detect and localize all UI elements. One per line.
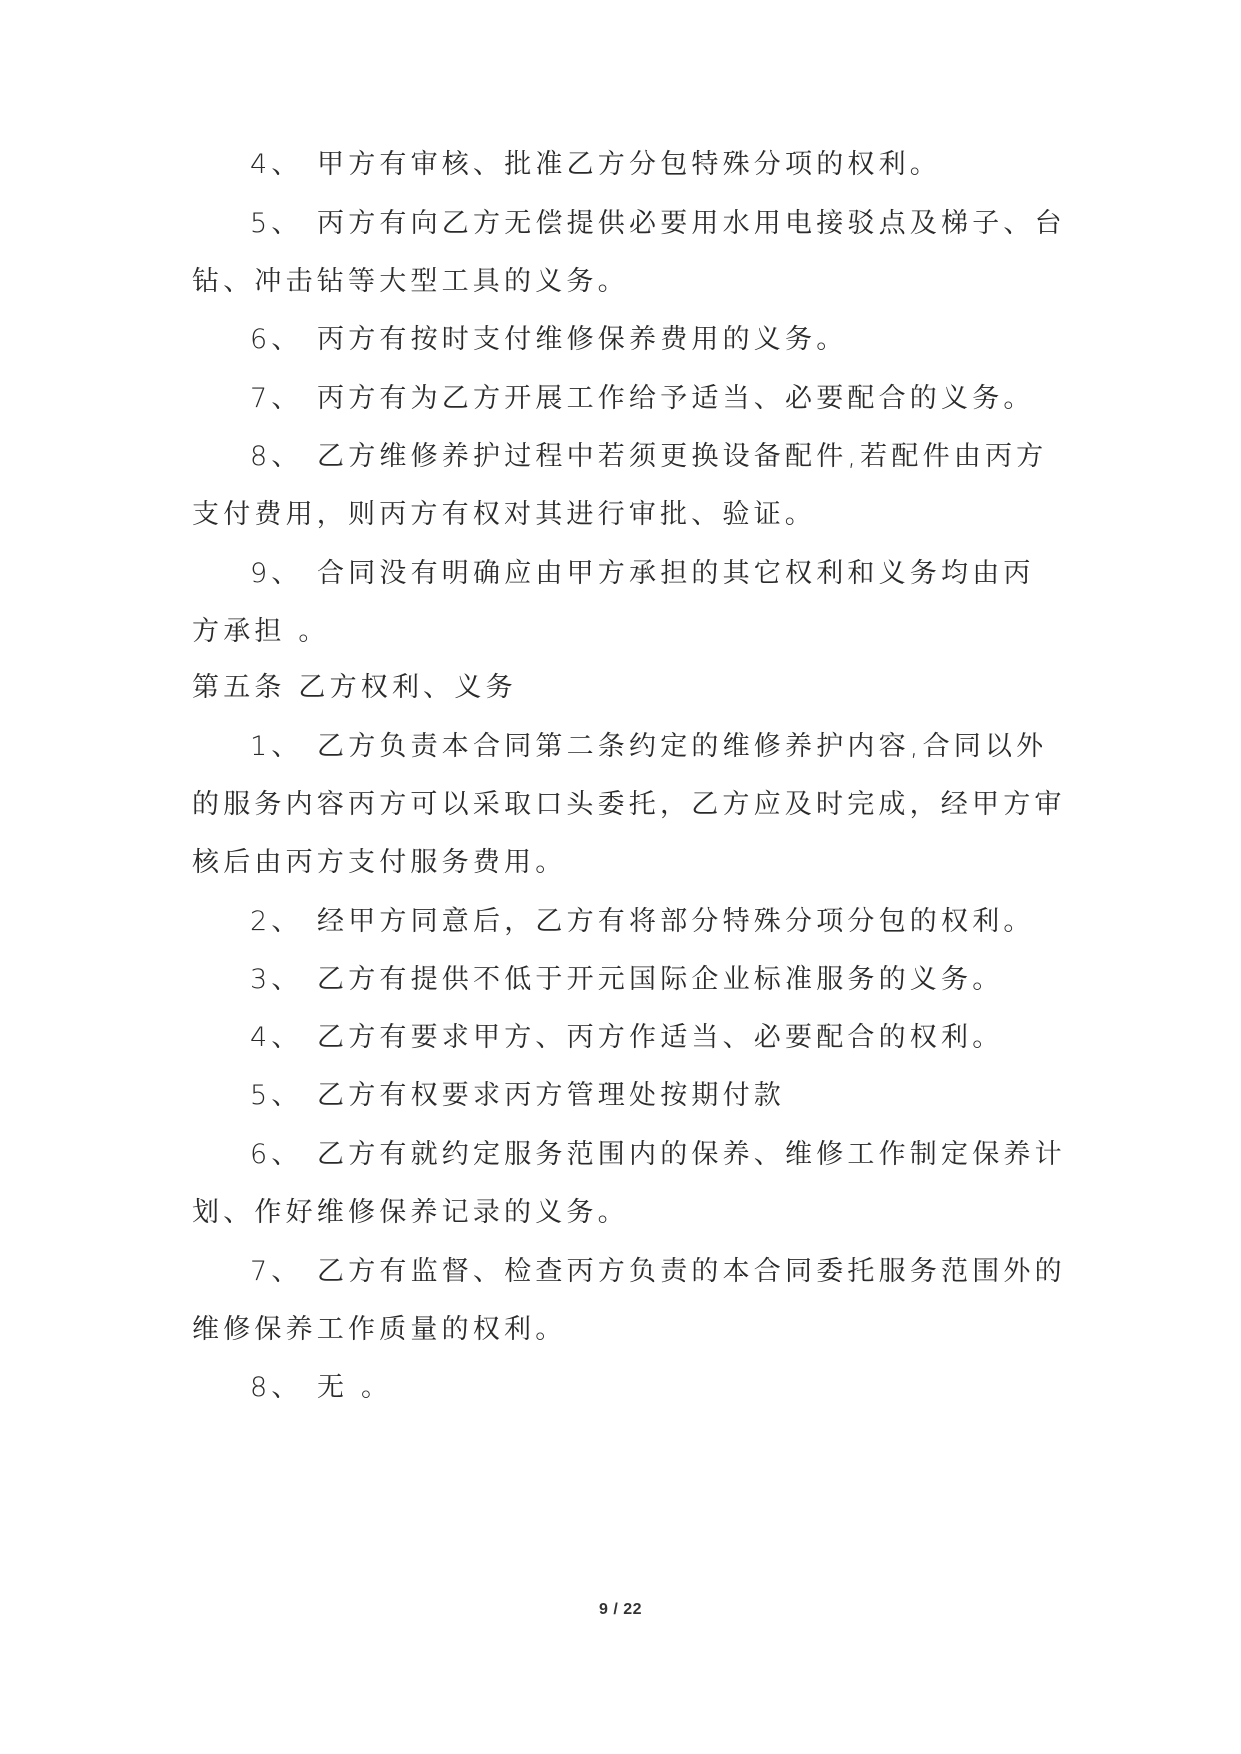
paragraph-line [192,612,1052,652]
item-number: 4、 [250,1022,303,1053]
line-text: 经甲方同意后，乙方有将部分特殊分项分包的权利。 [317,906,1035,937]
paragraph-line [250,204,1066,244]
item-number: 5、 [250,208,303,239]
line-text: 甲方有审核、批准乙方分包特殊分项的权利。 [317,149,941,180]
paragraph-line [250,379,1050,419]
line-text: 乙方有要求甲方、丙方作适当、必要配合的权利。 [317,1022,1004,1053]
item-number: 9、 [250,558,303,589]
paragraph-line [250,1252,1066,1292]
paragraph-line [250,1076,1050,1116]
item-number: 3、 [250,964,303,995]
line-text: 支付费用，则丙方有权对其进行审批、验证。 [192,499,816,530]
paragraph-line [250,1368,1050,1408]
item-number: 1、 [250,731,303,762]
item-number: 8、 [250,441,303,472]
item-number: 8、 [250,1372,303,1403]
line-text: 乙方负责本合同第二条约定的维修养护内容,合同以外 [317,731,1048,762]
line-text: 合同没有明确应由甲方承担的其它权利和义务均由丙 [317,558,1035,589]
line-text: 维修保养工作质量的权利。 [192,1314,567,1345]
paragraph-line [192,785,1066,825]
line-text: 乙方有提供不低于开元国际企业标准服务的义务。 [317,964,1004,995]
paragraph-line [250,960,1050,1000]
paragraph-line [250,727,1050,767]
paragraph-line [192,1310,1052,1350]
line-text: 乙方有监督、检查丙方负责的本合同委托服务范围外的 [317,1256,1066,1287]
paragraph-line [192,262,1052,302]
line-text: 钻、冲击钻等大型工具的义务。 [192,266,629,297]
item-number: 4、 [250,149,303,180]
item-number: 7、 [250,383,303,414]
paragraph-line [250,554,1050,594]
line-text: 乙方有权要求丙方管理处按期付款 [317,1080,785,1111]
line-text: 丙方有按时支付维修保养费用的义务。 [317,324,848,355]
line-text: 乙方有就约定服务范围内的保养、维修工作制定保养计 [317,1139,1066,1170]
item-number: 7、 [250,1256,303,1287]
line-text: 划、作好维修保养记录的义务。 [192,1197,629,1228]
heading-text: 第五条 乙方权利、义务 [192,672,517,703]
paragraph-line [250,1135,1066,1175]
paragraph-line [192,843,1052,883]
line-text: 丙方有向乙方无偿提供必要用水用电接驳点及梯子、台 [317,208,1066,239]
paragraph-line [250,320,1050,360]
paragraph-line [250,145,1050,185]
line-text: 方承担 。 [192,616,330,647]
item-number: 6、 [250,324,303,355]
section-heading [192,668,1052,708]
line-text: 核后由丙方支付服务费用。 [192,847,567,878]
page-number: 9 / 22 [598,1601,643,1618]
paragraph-line [250,902,1050,942]
line-text: 乙方维修养护过程中若须更换设备配件,若配件由丙方 [317,441,1048,472]
item-number: 6、 [250,1139,303,1170]
paragraph-line [192,495,1052,535]
paragraph-line [250,437,1050,477]
line-text: 无 。 [317,1372,393,1403]
line-text: 的服务内容丙方可以采取口头委托，乙方应及时完成，经甲方审 [192,789,1066,820]
paragraph-line [250,1018,1050,1058]
item-number: 5、 [250,1080,303,1111]
paragraph-line [192,1193,1052,1233]
item-number: 2、 [250,906,303,937]
line-text: 丙方有为乙方开展工作给予适当、必要配合的义务。 [317,383,1035,414]
